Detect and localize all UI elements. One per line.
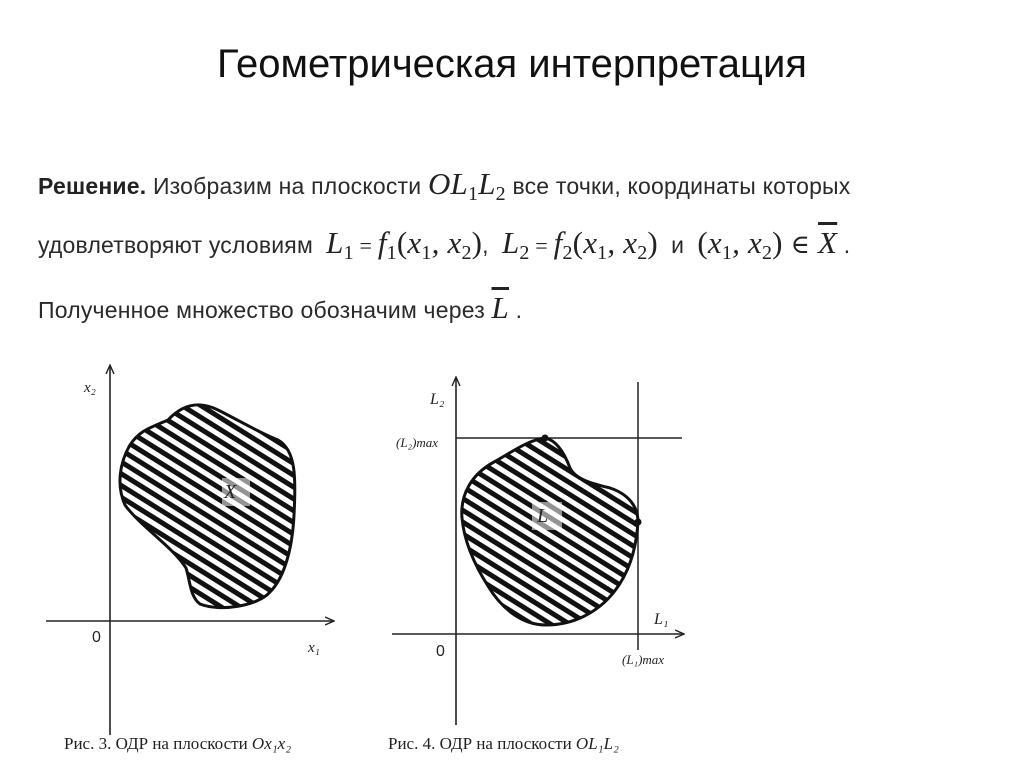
fig3-region-label: X [224,481,237,503]
fig4-xmax-label: (L₁)max [622,652,665,667]
figure-3 [46,366,333,735]
figure-3-caption [64,734,291,754]
plane-symbol: $OL_1L_2$ [427,166,506,205]
fig4-region-l [462,438,638,625]
condition-1: $L_1 = f_1(x_1$, $x_2$) [326,225,483,264]
solution-line2-text: удовлетворяют условиям [38,232,313,258]
figure-4-caption-text: Рис. 4. ОДР на плоскости [388,734,572,753]
fig4-region-label: L [537,505,549,527]
figure-4-caption [388,734,619,754]
solution-line3-text: Полученное множество обозначим через [38,297,485,323]
solution-line-3: Полученное множество обозначим через $\overline{L}$ . [38,290,523,325]
fig4-y-axis-label: L₂ [430,391,445,408]
fig3-region-x [120,405,295,608]
conjunction-and: и [671,232,685,258]
solution-line1-text: Изобразим на плоскости [152,173,422,199]
condition-2: $L_2 = f_2(x_1$, $x_2$) [501,225,658,264]
figure-4-caption-math: OL₁L₂ [575,734,619,753]
fig3-origin-label: 0 [92,629,101,646]
solution-line1-tail: все точки, координаты которых [512,173,851,199]
set-symbol: $\overline{L}$ [491,290,509,325]
fig4-origin-label: 0 [436,643,445,660]
fig3-y-axis-label: x₂ [84,380,96,396]
fig4-max-l1-point [635,519,642,526]
figure-3-caption-text: Рис. 3. ОДР на плоскости [64,734,248,753]
fig4-x-axis-label: L₁ [654,611,669,628]
solution-line-2: удовлетворяют условиям $L_1 = f_1(x_1$, $x_2$), $L_2 = f_2(x_1$, $x_2$) и ($x_1$, $x_2$) ∈ $\overline{X}$ . [38,225,851,264]
figure-3-caption-math: Ox₁x₂ [251,734,292,753]
solution-label: Решение. [38,173,147,199]
condition-3: ($x_1$, $x_2$) ∈ $\overline{X}$ [697,225,838,264]
figure-4 [392,378,683,725]
fig4-ymax-label: (L₂)max [396,435,439,450]
slide-title: Геометрическая интерпретация [217,42,807,86]
fig4-max-l2-point [542,435,549,442]
fig3-x-axis-label: x₁ [308,640,320,656]
